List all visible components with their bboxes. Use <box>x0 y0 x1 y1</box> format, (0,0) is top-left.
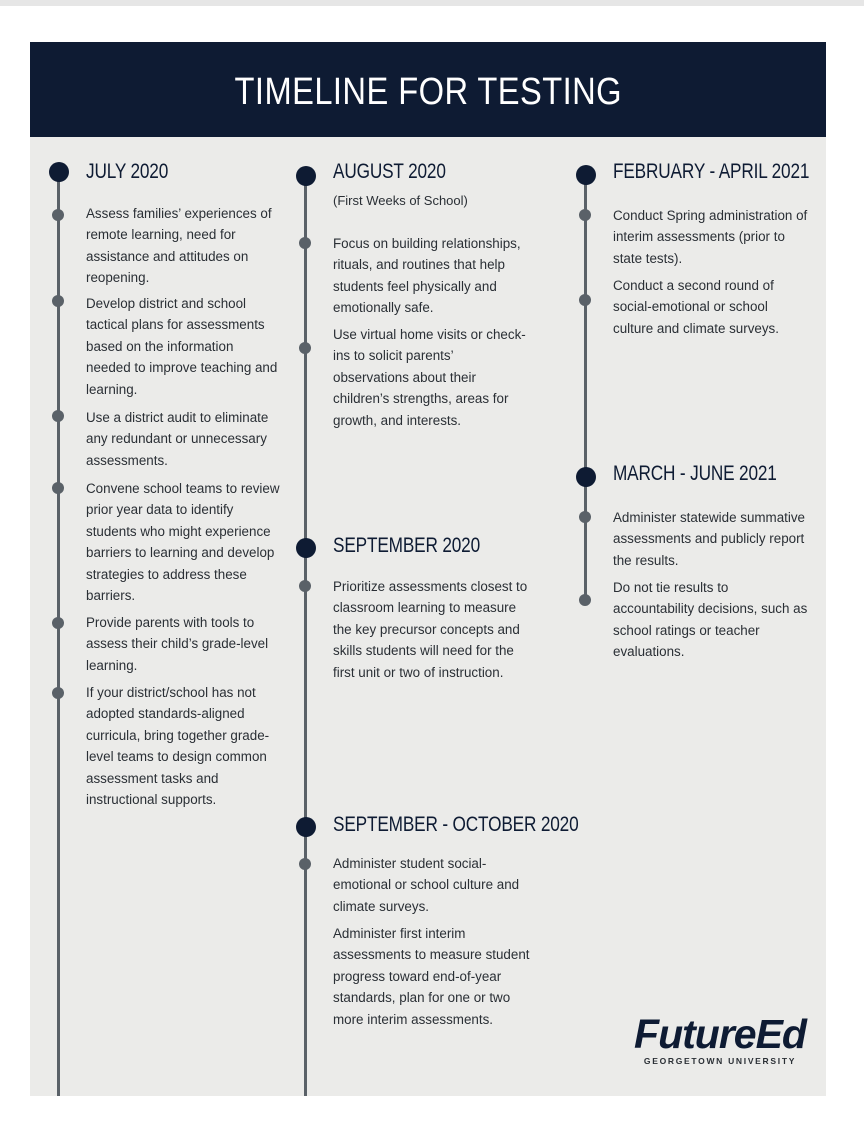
timeline-node-sep-oct <box>296 817 316 837</box>
list-item: Focus on building relationships, rituals, and routines that help students feel physically and emotionally safe. <box>333 236 521 316</box>
page-title: TIMELINE FOR TESTING <box>234 71 622 113</box>
timeline-line-col1 <box>57 171 60 1096</box>
list-item: If your district/school has not adopted standards-aligned curricula, bring together grade-level teams to design common assessment tasks and instructional supports. <box>86 685 270 808</box>
timeline-node-mar-jun <box>576 467 596 487</box>
timeline-node-july <box>49 162 69 182</box>
timeline-dot <box>299 342 311 354</box>
logo-brand: FutureEd <box>634 1011 806 1057</box>
list-item: Prioritize assessments closest to classroom learning to measure the key precursor concepts and skills students will need for the first unit or two of instruction. <box>333 579 528 680</box>
timeline-dot <box>579 294 591 306</box>
heading-march-june-2021: MARCH - JUNE 2021 <box>613 462 777 485</box>
timeline-node-feb-apr <box>576 165 596 185</box>
timeline-dot <box>52 687 64 699</box>
title-banner <box>30 42 826 137</box>
timeline-dot <box>52 410 64 422</box>
futureed-logo <box>620 1012 820 1066</box>
heading-september-october-2020: SEPTEMBER - OCTOBER 2020 <box>333 813 579 836</box>
timeline-dot <box>579 511 591 523</box>
timeline-dot <box>52 209 64 221</box>
timeline-node-september <box>296 538 316 558</box>
timeline-node-august <box>296 166 316 186</box>
timeline-dot <box>579 594 591 606</box>
timeline-line-col3 <box>584 176 587 601</box>
subheading-first-weeks: (First Weeks of School) <box>333 193 468 208</box>
list-item: Provide parents with tools to assess their child’s grade-level learning. <box>86 615 269 673</box>
timeline-dot <box>52 482 64 494</box>
list-item: Administer statewide summative assessments and publicly report the results. <box>613 510 806 568</box>
timeline-dot <box>299 237 311 249</box>
timeline-dot <box>579 209 591 221</box>
list-item: Use virtual home visits or check-ins to solicit parents’ observations about their children’s strengths, areas for growth, and interests. <box>333 327 526 428</box>
heading-september-2020: SEPTEMBER 2020 <box>333 534 481 557</box>
list-item: Administer student social-emotional or school culture and climate surveys. <box>333 856 520 914</box>
timeline-dot <box>299 580 311 592</box>
list-item: Develop district and school tactical plans for assessments based on the information needed to improve teaching and learning. <box>86 296 278 397</box>
list-item: Administer first interim assessments to measure student progress toward end-of-year standards, plan for one or two more interim assessments. <box>333 926 530 1027</box>
list-item: Conduct a second round of social-emotional or school culture and climate surveys. <box>613 278 779 336</box>
timeline-page <box>30 42 826 1096</box>
timeline-line-col2 <box>304 171 307 1096</box>
heading-february-april-2021: FEBRUARY - APRIL 2021 <box>613 160 810 183</box>
list-item: Assess families’ experiences of remote learning, need for assistance and attitudes on reopening. <box>86 206 272 286</box>
list-item: Convene school teams to review prior year data to identify students who might experience barriers to learning and develop strategies to address these barriers. <box>86 481 280 604</box>
logo-subtitle: GEORGETOWN UNIVERSITY <box>643 1056 797 1066</box>
top-strip <box>0 0 864 6</box>
timeline-dot <box>52 295 64 307</box>
heading-august-2020: AUGUST 2020 <box>333 160 446 183</box>
timeline-dot <box>52 617 64 629</box>
list-item: Conduct Spring administration of interim assessments (prior to state tests). <box>613 208 808 266</box>
timeline-dot <box>299 858 311 870</box>
list-item: Do not tie results to accountability decisions, such as school ratings or teacher evaluations. <box>613 580 808 660</box>
list-item: Use a district audit to eliminate any redundant or unnecessary assessments. <box>86 410 269 468</box>
heading-july-2020: JULY 2020 <box>86 160 169 183</box>
